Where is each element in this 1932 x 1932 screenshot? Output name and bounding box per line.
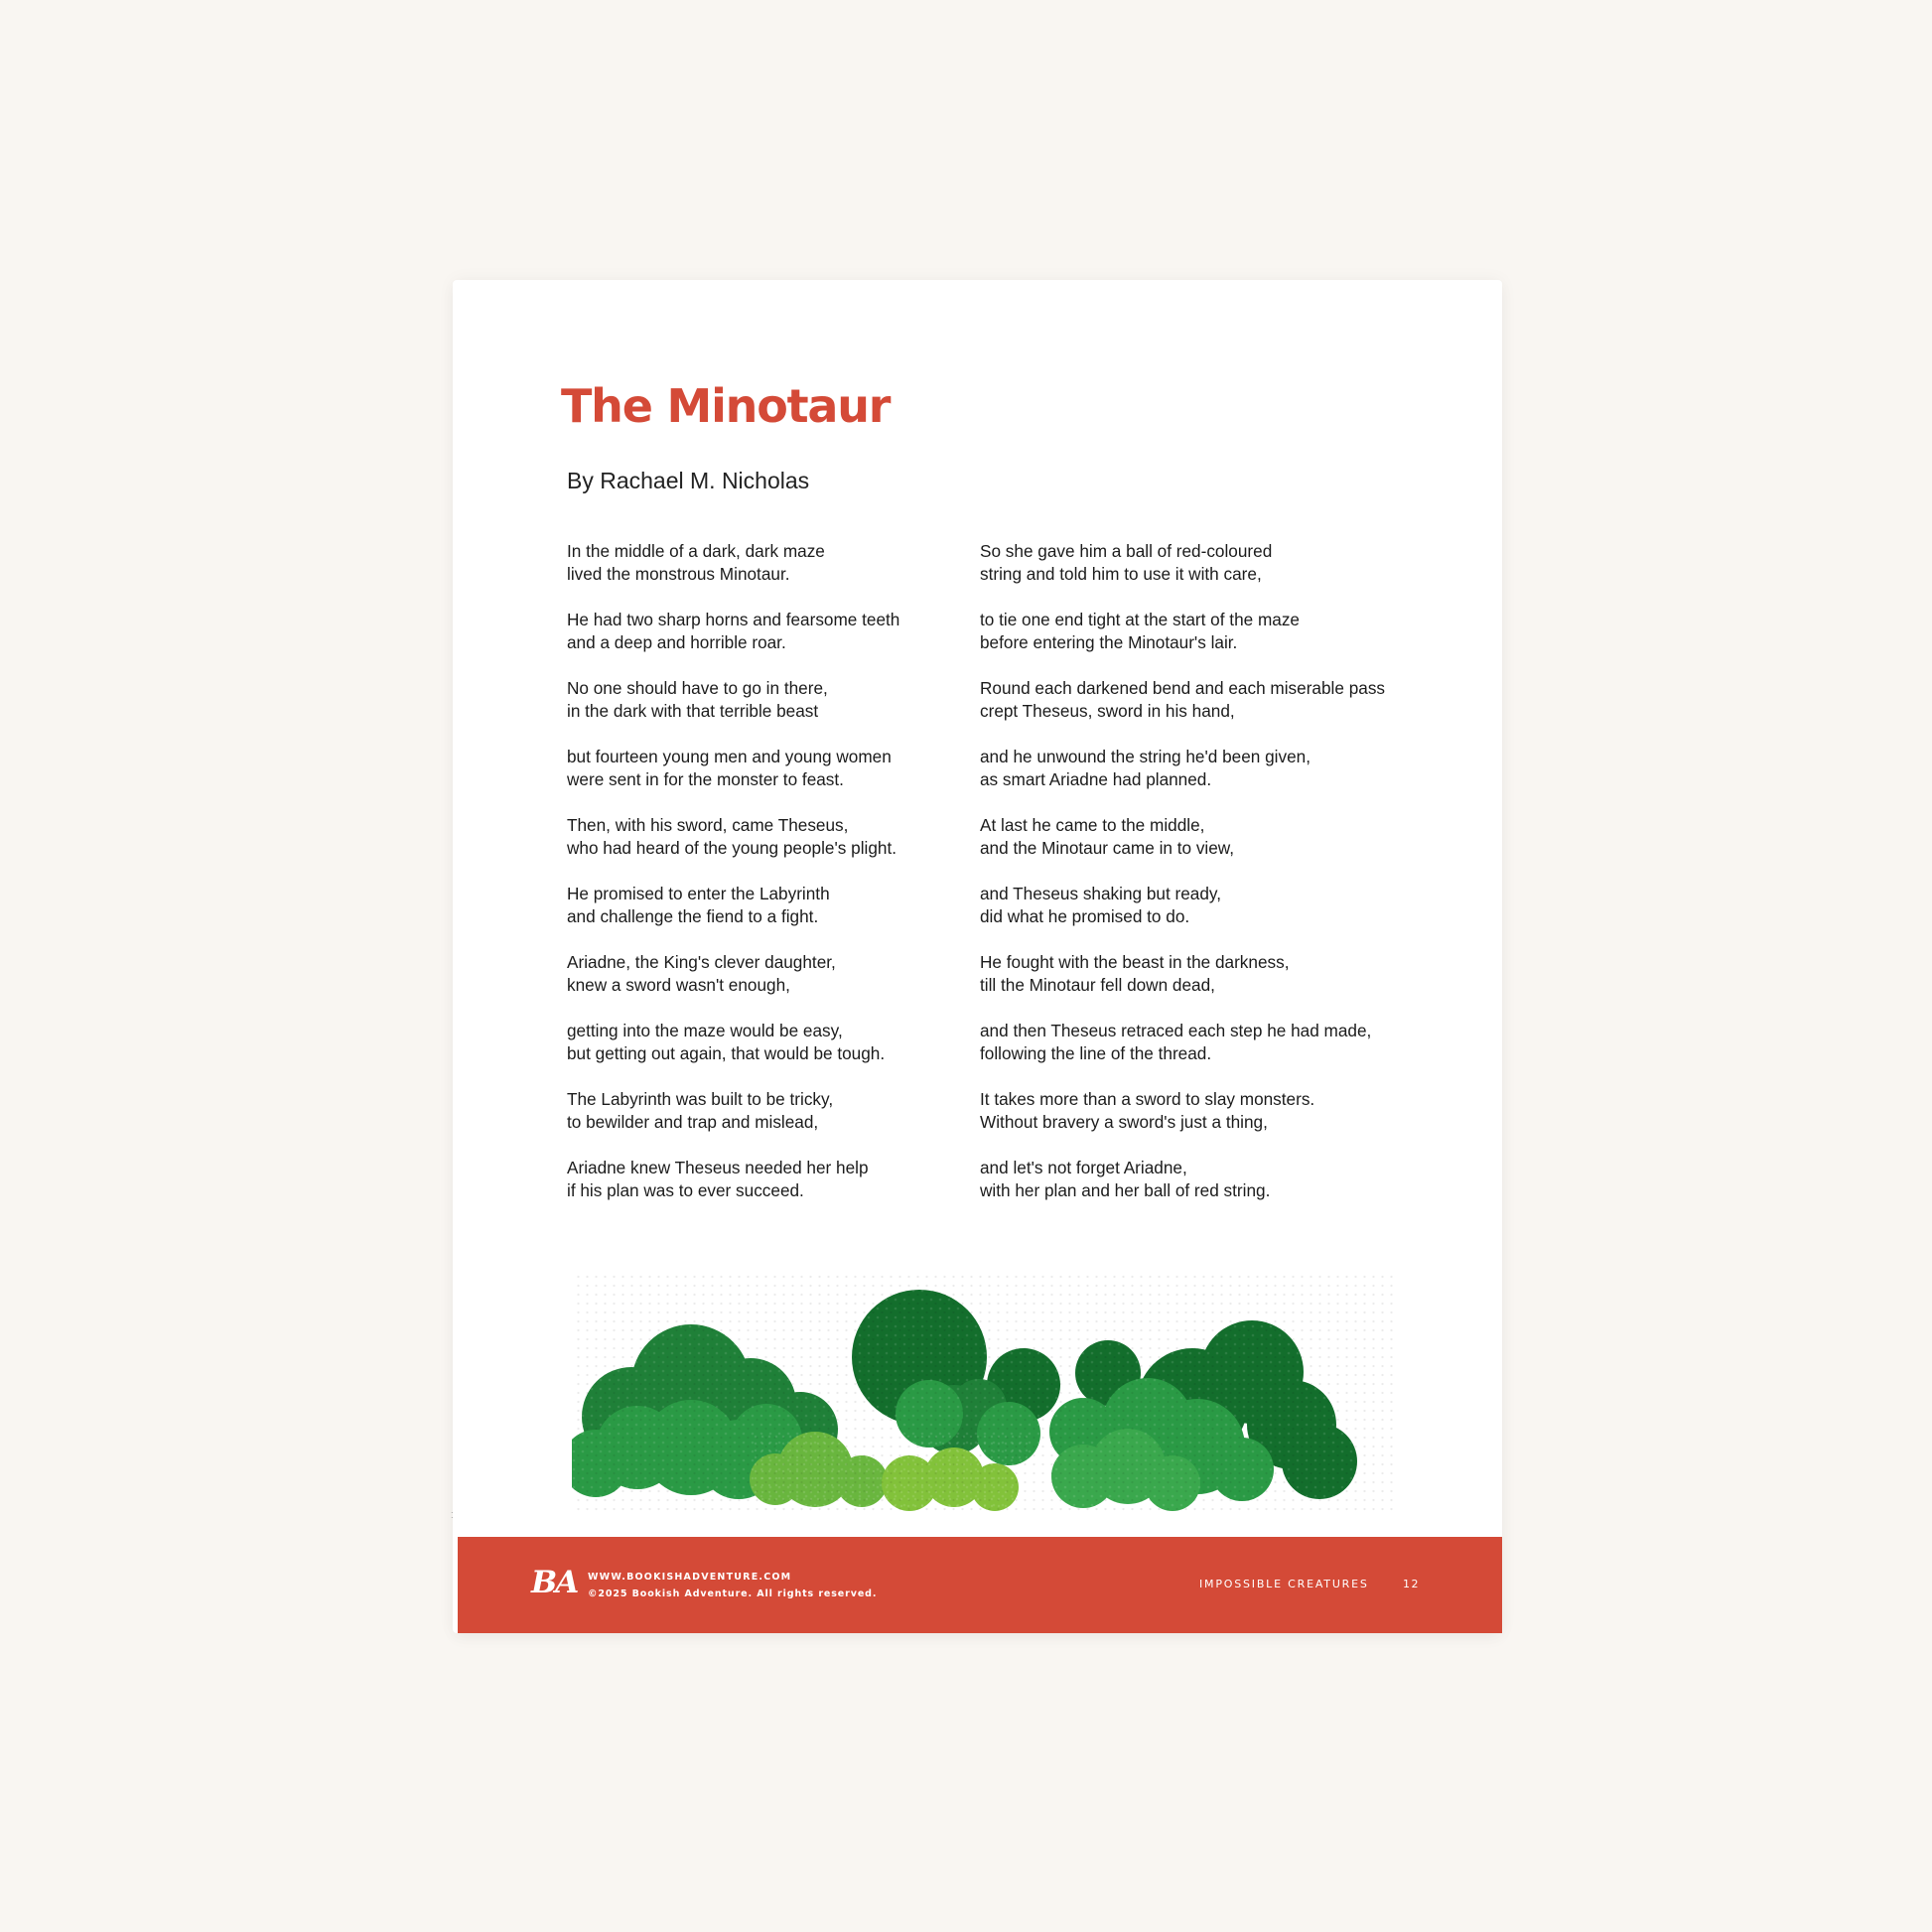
page-footer bbox=[458, 1537, 1502, 1633]
poem-line: as smart Ariadne had planned. bbox=[980, 769, 1212, 789]
poem-line: and a deep and horrible roar. bbox=[567, 632, 786, 652]
poem-line: string and told him to use it with care, bbox=[980, 564, 1262, 584]
stanza bbox=[980, 883, 1417, 928]
poem-line: knew a sword wasn't enough, bbox=[567, 975, 790, 995]
stanza bbox=[980, 1157, 1417, 1202]
stanza bbox=[980, 746, 1417, 791]
poem-column-left bbox=[567, 540, 1004, 1225]
brand-logo: BA bbox=[531, 1565, 578, 1600]
poem-line: He promised to enter the Labyrinth bbox=[567, 884, 830, 903]
poem-line: who had heard of the young people's plight. bbox=[567, 838, 897, 858]
footer-copyright: ©2025 Bookish Adventure. All rights reserved. bbox=[588, 1588, 878, 1599]
poem-line: crept Theseus, sword in his hand, bbox=[980, 701, 1235, 721]
bushes-illustration bbox=[572, 1253, 1396, 1511]
stanza bbox=[980, 951, 1417, 997]
poem-line: Ariadne, the King's clever daughter, bbox=[567, 952, 836, 972]
document-page bbox=[453, 280, 1502, 1633]
footer-section-title: IMPOSSIBLE CREATURES bbox=[1199, 1578, 1369, 1590]
poem-line: lived the monstrous Minotaur. bbox=[567, 564, 790, 584]
poem-line: Round each darkened bend and each miserable pass bbox=[980, 678, 1386, 698]
stanza bbox=[567, 609, 1004, 654]
poem-line: getting into the maze would be easy, bbox=[567, 1021, 843, 1040]
stanza bbox=[980, 677, 1417, 723]
stanza bbox=[980, 814, 1417, 860]
stanza bbox=[567, 1157, 1004, 1202]
poem-line: So she gave him a ball of red-coloured bbox=[980, 541, 1273, 561]
poem-line: He fought with the beast in the darkness, bbox=[980, 952, 1290, 972]
poem-line: following the line of the thread. bbox=[980, 1043, 1212, 1063]
poem-line: were sent in for the monster to feast. bbox=[567, 769, 844, 789]
poem-line: No one should have to go in there, bbox=[567, 678, 828, 698]
poem-line: The Labyrinth was built to be tricky, bbox=[567, 1089, 834, 1109]
poem-line: if his plan was to ever succeed. bbox=[567, 1180, 804, 1200]
poem-line: and he unwound the string he'd been given, bbox=[980, 747, 1311, 766]
stanza bbox=[567, 746, 1004, 791]
byline: By Rachael M. Nicholas bbox=[567, 468, 810, 493]
poem-line: to bewilder and trap and mislead, bbox=[567, 1112, 819, 1132]
poem-line: and then Theseus retraced each step he had made, bbox=[980, 1021, 1372, 1040]
poem-line: before entering the Minotaur's lair. bbox=[980, 632, 1238, 652]
poem-line: in the dark with that terrible beast bbox=[567, 701, 819, 721]
poem-line: Ariadne knew Theseus needed her help bbox=[567, 1158, 869, 1177]
poem-line: Without bravery a sword's just a thing, bbox=[980, 1112, 1268, 1132]
poem-line: In the middle of a dark, dark maze bbox=[567, 541, 825, 561]
poem-line: It takes more than a sword to slay monsters. bbox=[980, 1089, 1315, 1109]
stanza bbox=[567, 1020, 1004, 1065]
stanza bbox=[567, 951, 1004, 997]
stanza bbox=[980, 540, 1417, 586]
stanza bbox=[567, 540, 1004, 586]
poem-line: He had two sharp horns and fearsome teeth bbox=[567, 610, 900, 629]
footer-url: WWW.BOOKISHADVENTURE.COM bbox=[588, 1572, 792, 1583]
stanza bbox=[980, 1088, 1417, 1134]
stanza bbox=[980, 1020, 1417, 1065]
stanza bbox=[567, 883, 1004, 928]
stanza bbox=[980, 609, 1417, 654]
poem-line: but getting out again, that would be tough. bbox=[567, 1043, 886, 1063]
page-title: The Minotaur bbox=[561, 379, 891, 433]
stanza bbox=[567, 1088, 1004, 1134]
poem-column-right bbox=[980, 540, 1417, 1225]
poem-line: Then, with his sword, came Theseus, bbox=[567, 815, 849, 835]
stanza bbox=[567, 677, 1004, 723]
poem-line: and Theseus shaking but ready, bbox=[980, 884, 1222, 903]
crop-mark: ⁚ bbox=[451, 1511, 454, 1520]
poem-line: did what he promised to do. bbox=[980, 906, 1190, 926]
poem-line: with her plan and her ball of red string. bbox=[980, 1180, 1271, 1200]
poem-line: and let's not forget Ariadne, bbox=[980, 1158, 1187, 1177]
poem-line: At last he came to the middle, bbox=[980, 815, 1205, 835]
poem-line: to tie one end tight at the start of the maze bbox=[980, 610, 1300, 629]
page-number: 12 bbox=[1403, 1578, 1420, 1590]
poem-line: and the Minotaur came in to view, bbox=[980, 838, 1235, 858]
poem-line: and challenge the fiend to a fight. bbox=[567, 906, 819, 926]
stanza bbox=[567, 814, 1004, 860]
poem-line: till the Minotaur fell down dead, bbox=[980, 975, 1215, 995]
poem-line: but fourteen young men and young women bbox=[567, 747, 892, 766]
